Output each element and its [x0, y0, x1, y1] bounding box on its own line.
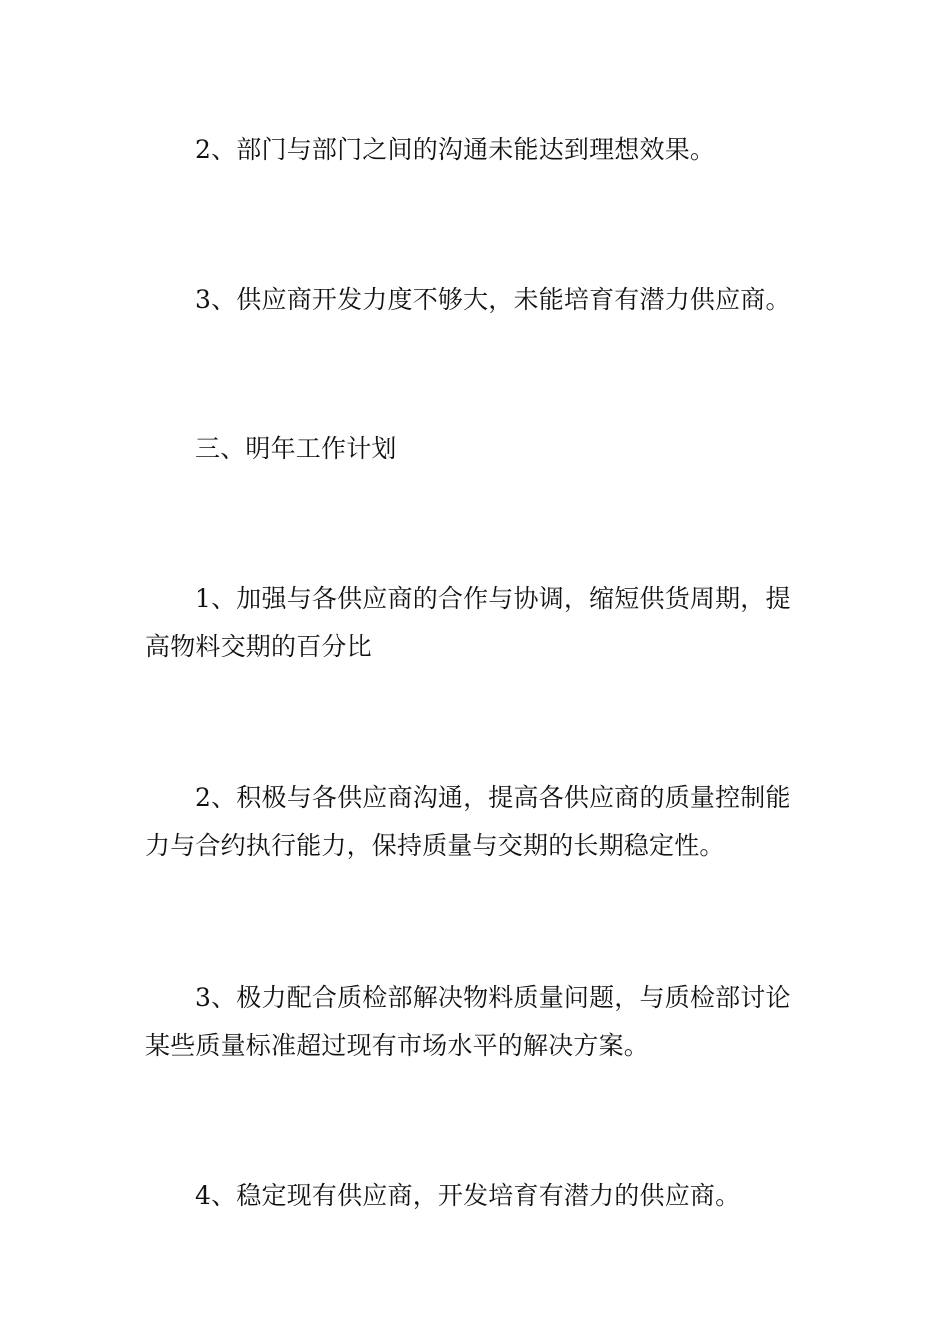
- plan-item-1: 1、加强与各供应商的合作与协调，缩短供货周期，提高物料交期的百分比: [145, 584, 791, 661]
- issue-item-2: 2、部门与部门之间的沟通未能达到理想效果。: [195, 135, 716, 164]
- issue-item-3: 3、供应商开发力度不够大，未能培育有潜力供应商。: [195, 285, 791, 314]
- plan-item-4: 4、稳定现有供应商，开发培育有潜力的供应商。: [195, 1181, 741, 1210]
- plan-item-3: 3、极力配合质检部解决物料质量问题，与质检部讨论某些质量标准超过现有市场水平的解决方案。: [145, 983, 791, 1060]
- plan-item-2: 2、积极与各供应商沟通，提高各供应商的质量控制能力与合约执行能力，保持质量与交期的长期稳定性。: [145, 783, 791, 860]
- section-heading-next-year-plan: 三、明年工作计划: [195, 434, 397, 463]
